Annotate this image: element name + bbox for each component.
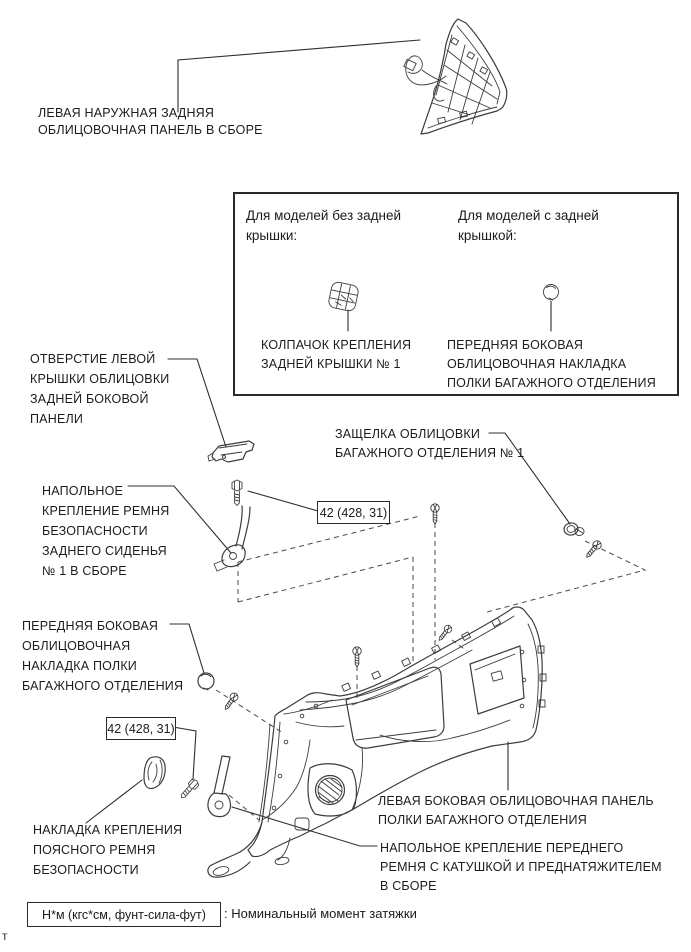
screw-icon [436,624,453,643]
label-luggage-trim-latch: ЗАЩЕЛКА ОБЛИЦОВКИ БАГАЖНОГО ОТДЕЛЕНИЯ № 1 [335,427,525,460]
label-hole-left-cover: ОТВЕРСТИЕ ЛЕВОЙ КРЫШКИ ОБЛИЦОВКИ ЗАДНЕЙ БОКОВОЙ ПАНЕЛИ [30,352,170,426]
footer-char: т [2,929,8,943]
bolt-icon [178,778,200,801]
label-front-side-garnish: ПЕРЕДНЯЯ БОКОВАЯ ОБЛИЦОВОЧНАЯ НАКЛАДКА ПОЛКИ БАГАЖНОГО ОТДЕЛЕНИЯ [22,619,184,693]
label-front-belt-retractor: НАПОЛЬНОЕ КРЕПЛЕНИЕ ПЕРЕДНЕГО РЕМНЯ С КАТУШКОЙ И ПРЕДНАТЯЖИТЕЛЕМ В СБОРЕ [380,841,662,893]
legend-unit-box: Н*м (кгс*см, фунт-сила-фут) [27,902,221,927]
side-deck-panel-drawing [208,607,546,877]
torque-callout-1: 42 (428, 31) [317,501,390,524]
label-front-garnish-box: ПЕРЕДНЯЯ БОКОВАЯ ОБЛИЦОВОЧНАЯ НАКЛАДКА ПОЛКИ БАГАЖНОГО ОТДЕЛЕНИЯ [447,338,656,390]
variant-heading-with-lid: Для моделей с задней крышкой: [458,208,599,243]
label-cap-clip: КОЛПАЧОК КРЕПЛЕНИЯ ЗАДНЕЙ КРЫШКИ № 1 [261,338,412,371]
torque-callout-2: 42 (428, 31) [106,717,176,740]
rear-belt-anchor-part [214,480,250,571]
screw-icon [431,504,439,524]
outer-rear-panel-drawing [404,19,507,134]
hole-bracket-part [208,441,254,462]
screw-icon [353,647,361,667]
legend-description: : Номинальный момент затяжки [224,906,417,921]
label-side-deck-panel: ЛЕВАЯ БОКОВАЯ ОБЛИЦОВОЧНАЯ ПАНЕЛЬ ПОЛКИ БАГАЖНОГО ОТДЕЛЕНИЯ [378,794,654,827]
lap-belt-cover-part [144,757,165,789]
front-garnish-clip-part [198,673,214,690]
label-rear-belt-anchor: НАПОЛЬНОЕ КРЕПЛЕНИЕ РЕМНЯ БЕЗОПАСНОСТИ ЗАДНЕГО СИДЕНЬЯ № 1 В СБОРЕ [42,484,170,578]
label-lap-belt-cover: НАКЛАДКА КРЕПЛЕНИЯ ПОЯСНОГО РЕМНЯ БЕЗОПАСНОСТИ [33,823,183,877]
label-outer-rear-panel: ЛЕВАЯ НАРУЖНАЯ ЗАДНЯЯ ОБЛИЦОВОЧНАЯ ПАНЕЛЬ В СБОРЕ [38,106,263,137]
front-belt-anchor-part [208,756,231,817]
screw-icon [222,691,240,711]
latch-clip-part [563,521,585,538]
variant-heading-no-lid: Для моделей без задней крышки: [246,208,401,243]
